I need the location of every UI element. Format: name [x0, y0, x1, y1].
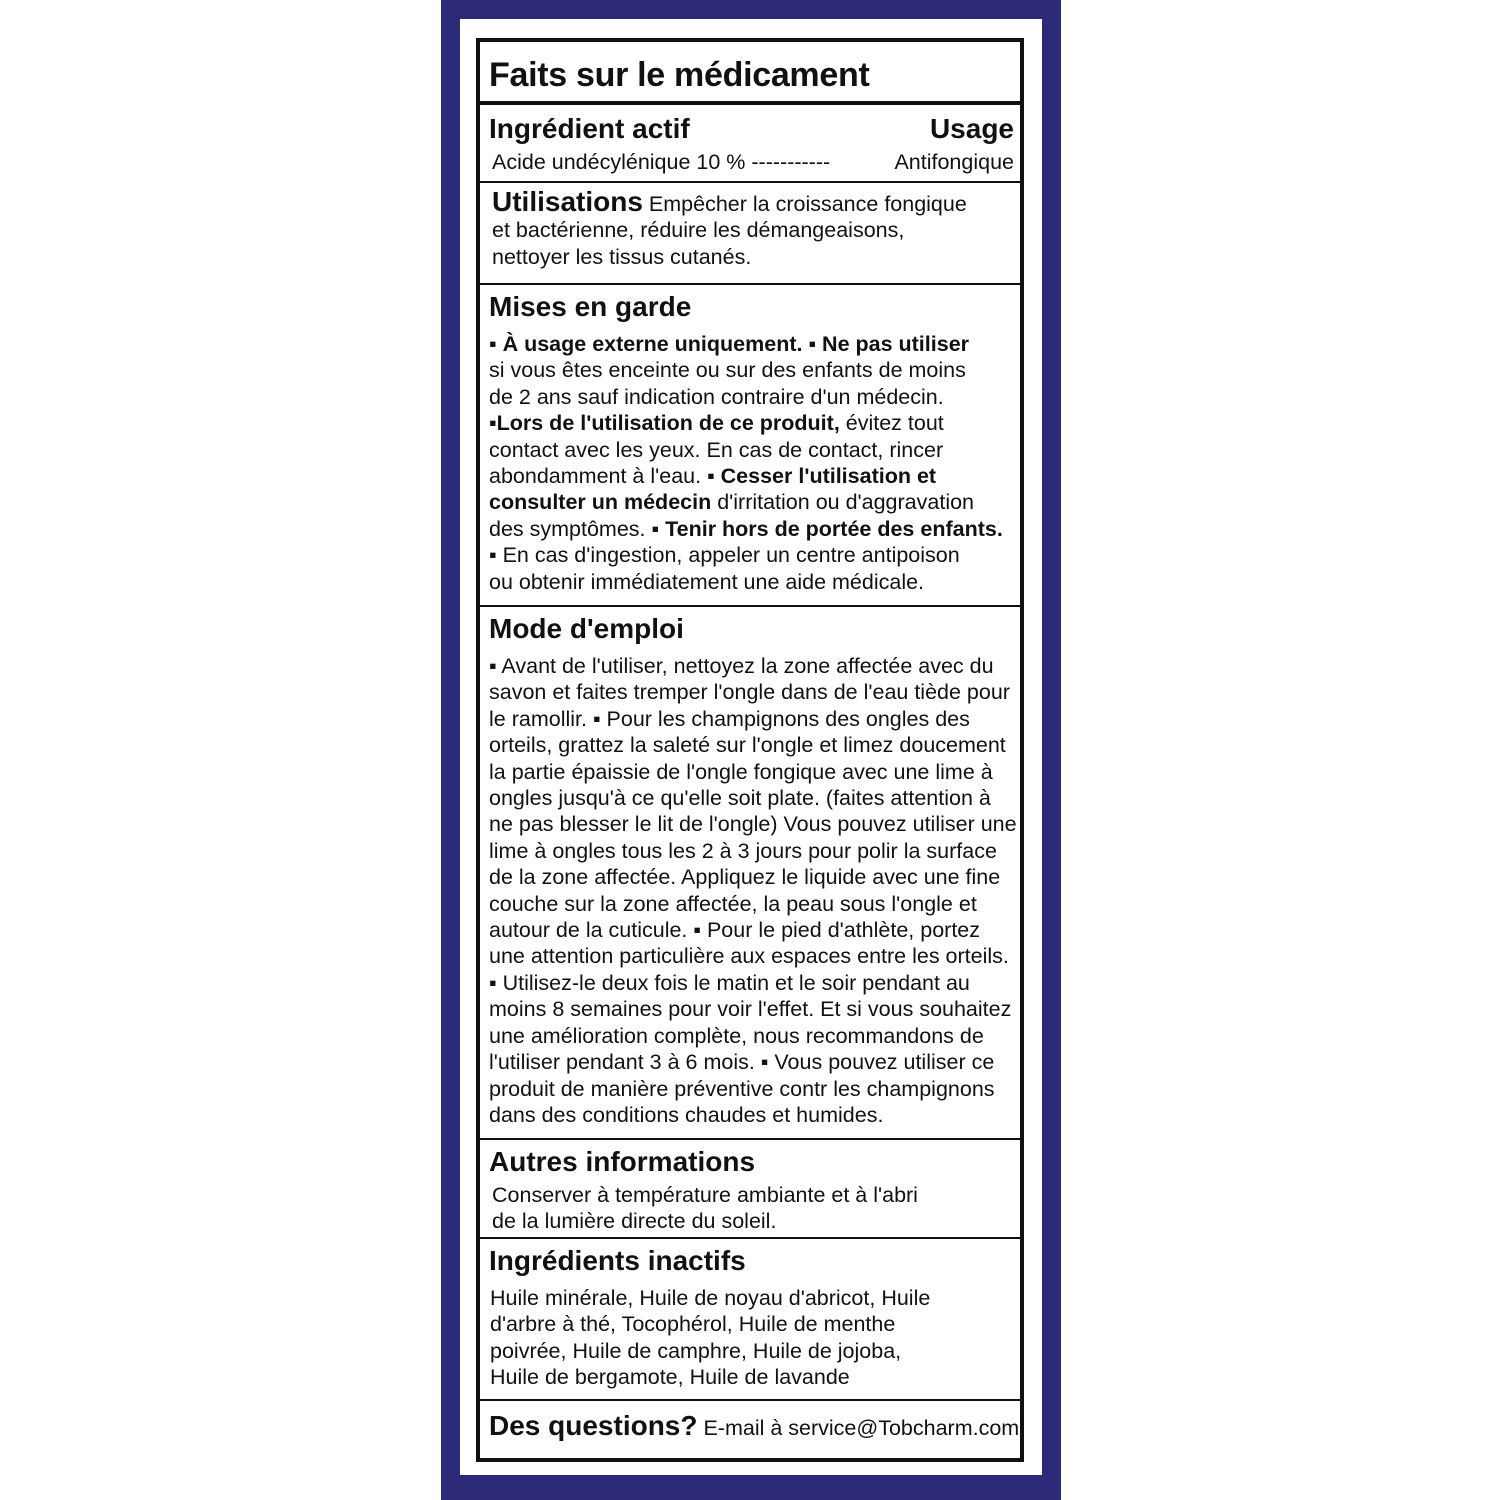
directions-line: le ramollir. ▪ Pour les champignons des ongles des [489, 706, 970, 731]
usage-value: Antifongique [894, 150, 1014, 174]
directions-section [480, 607, 1020, 1137]
warnings-line: consulter un médecin d'irritation ou d'aggravation [489, 490, 975, 515]
other-information-heading: Autres informations [489, 1146, 756, 1177]
warnings-line: ▪Lors de l'utilisation de ce produit, évitez tout [489, 411, 944, 436]
uses-text-line: nettoyer les tissus cutanés. [492, 244, 752, 269]
inactive-ingredients-line: d'arbre à thé, Tocophérol, Huile de menthe [490, 1312, 896, 1337]
warnings-line: de 2 ans sauf indication contraire d'un médecin. [489, 384, 944, 409]
directions-line: dans des conditions chaudes et humides. [489, 1102, 884, 1127]
directions-line: ne pas blesser le lit de l'ongle) Vous pouvez utiliser une [489, 812, 1017, 837]
directions-line: ▪ Utilisez-le deux fois le matin et le soir pendant au [489, 970, 970, 995]
warnings-line: abondamment à l'eau. ▪ Cesser l'utilisation et [489, 464, 937, 489]
other-information-line: de la lumière directe du soleil. [492, 1209, 777, 1234]
directions-line: lime à ongles tous les 2 à 3 jours pour polir la surface [489, 838, 997, 863]
inactive-ingredients-line: Huile de bergamote, Huile de lavande [490, 1365, 850, 1390]
warnings-line: ▪ En cas d'ingestion, appeler un centre antipoison [489, 543, 960, 568]
directions-line: une amélioration complète, nous recommandons de [489, 1023, 984, 1048]
other-information-line: Conserver à température ambiante et à l'abri [492, 1183, 918, 1207]
questions-contact: E-mail à service@Tobcharm.com [703, 1416, 1020, 1440]
directions-line: ▪ Avant de l'utiliser, nettoyez la zone affectée avec du [489, 654, 994, 678]
active-ingredient-section [480, 105, 1020, 181]
other-information-section [480, 1140, 1020, 1236]
directions-line: produit de manière préventive contr les champignons [489, 1076, 995, 1101]
warnings-heading: Mises en garde [489, 291, 692, 322]
directions-line: une attention particulière aux espaces entre les orteils. [489, 944, 1009, 969]
inactive-ingredients-heading: Ingrédients inactifs [489, 1245, 746, 1276]
uses-heading: Utilisations [492, 186, 643, 217]
directions-line: la partie épaissie de l'ongle fongique avec une lime à [489, 759, 993, 784]
directions-line: l'utiliser pendant 3 à 6 mois. ▪ Vous pouvez utiliser ce [489, 1050, 995, 1075]
uses-text-line: et bactérienne, réduire les démangeaisons, [492, 218, 905, 243]
directions-line: savon et faites tremper l'ongle dans de l'eau tiède pour [489, 680, 1010, 705]
inactive-ingredients-line: poivrée, Huile de camphre, Huile de jojoba, [490, 1338, 902, 1363]
active-ingredient-value: Acide undécylénique 10 % ----------- [492, 150, 831, 174]
directions-line: autour de la cuticule. ▪ Pour le pied d'athlète, portez [489, 918, 981, 943]
uses-section [480, 183, 1020, 281]
active-ingredient-heading: Ingrédient actif [489, 113, 690, 144]
inactive-ingredients-text [490, 1285, 1012, 1391]
warnings-line: ou obtenir immédiatement une aide médicale. [489, 569, 925, 594]
directions-line: moins 8 semaines pour voir l'effet. Et si vous souhaitez [489, 997, 1012, 1022]
questions-heading: Des questions? [489, 1410, 698, 1441]
warnings-line: si vous êtes enceinte ou sur des enfants de moins [489, 358, 966, 383]
directions-line: ongles jusqu'à ce qu'elle soit plate. (faites attention à [489, 786, 991, 811]
warnings-line: contact avec les yeux. En cas de contact, rincer [489, 437, 944, 462]
inactive-ingredients-line: Huile minérale, Huile de noyau d'abricot, Huile [490, 1286, 931, 1310]
directions-line: orteils, grattez la saleté sur l'ongle et limez doucement [489, 733, 1006, 758]
uses-text-line: Empêcher la croissance fongique [648, 192, 967, 216]
warnings-line: des symptômes. ▪ Tenir hors de portée des enfants. [489, 516, 1003, 541]
warnings-section [480, 285, 1020, 603]
directions-line: de la zone affectée. Appliquez le liquide avec une fine [489, 865, 1001, 890]
inactive-ingredients-section [480, 1239, 1020, 1397]
warnings-line: ▪ À usage externe uniquement. ▪ Ne pas utiliser [489, 332, 970, 356]
directions-heading: Mode d'emploi [489, 613, 684, 644]
drug-facts-box [476, 38, 1024, 1462]
questions-section [480, 1401, 1020, 1458]
usage-heading: Usage [929, 113, 1014, 144]
directions-line: couche sur la zone affectée, la peau sous l'ongle et [489, 891, 977, 916]
directions-text [489, 653, 1018, 1128]
drug-facts-title: Faits sur le médicament [489, 56, 870, 94]
